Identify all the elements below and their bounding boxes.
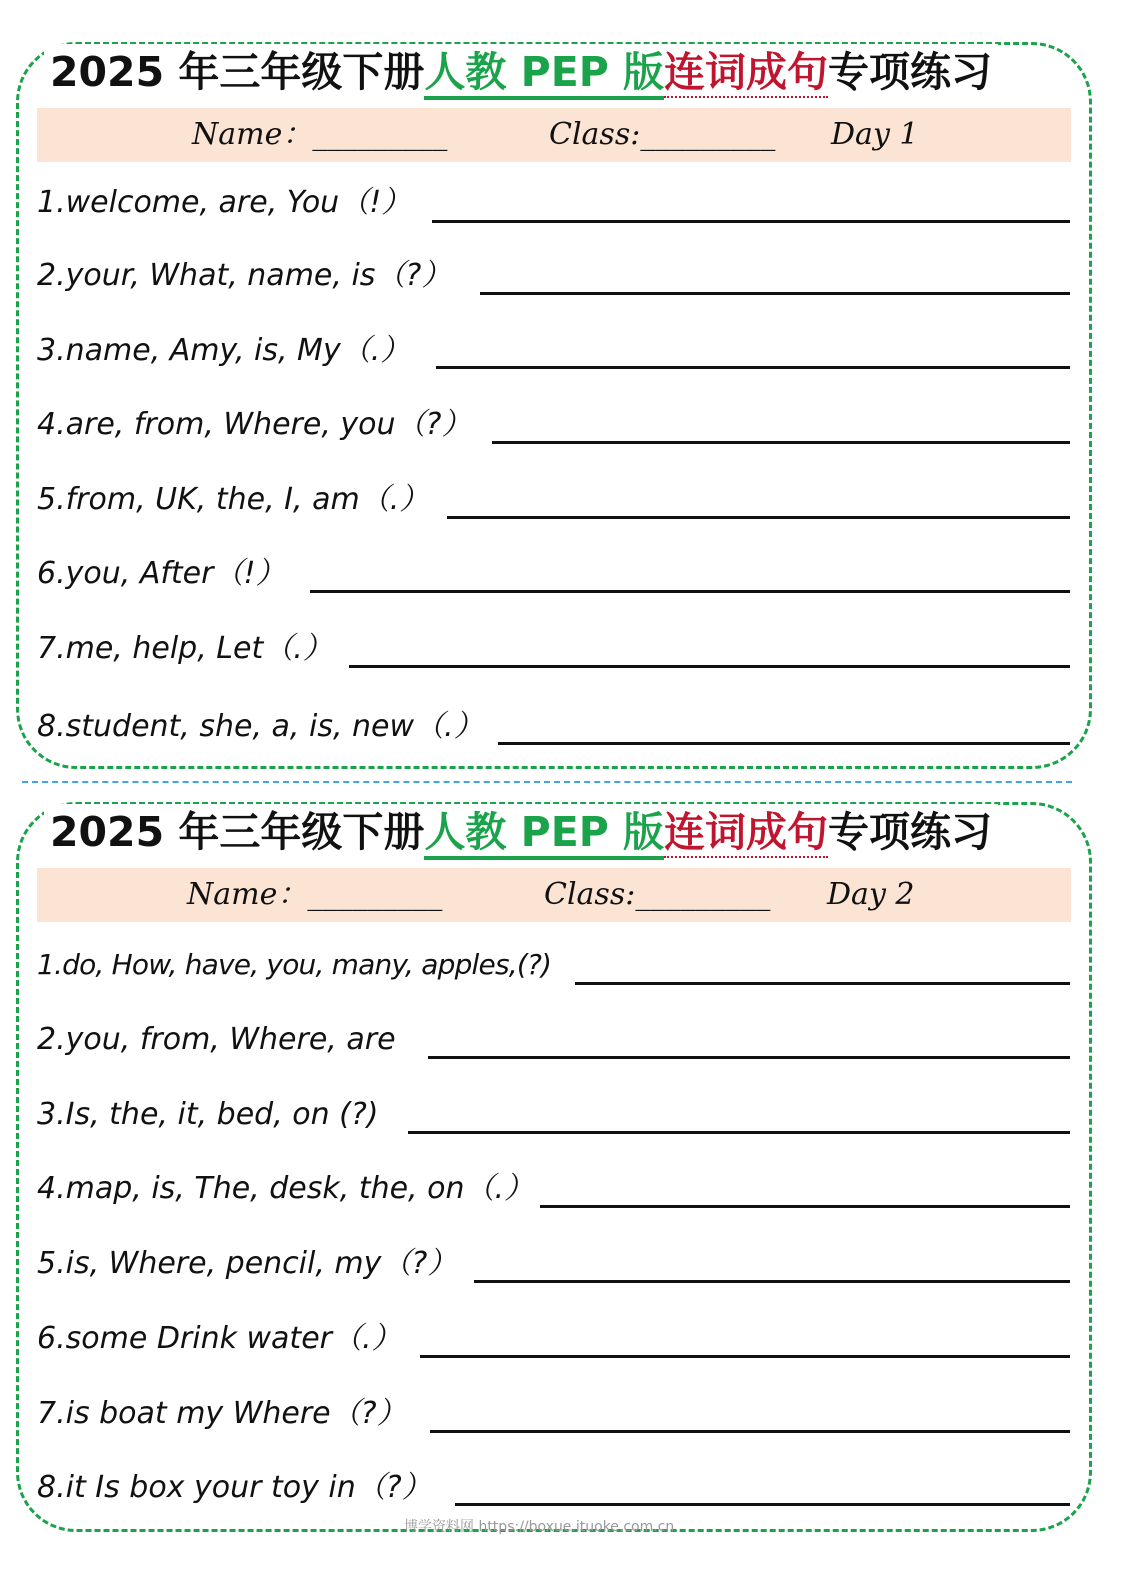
day-label: Day 2 (827, 877, 915, 912)
worksheet-1-header-bar (37, 108, 1071, 162)
question-text: 6.you, After（!） (37, 556, 286, 591)
title-part-topic: 连词成句 (664, 808, 829, 856)
class-field[interactable]: Class:_________ (544, 877, 771, 912)
question-text: 4.map, is, The, desk, the, on（.） (37, 1171, 535, 1206)
question-text: 7.me, help, Let（.） (37, 631, 333, 666)
answer-line[interactable] (540, 1205, 1070, 1208)
question-text: 2.you, from, Where, are (37, 1022, 396, 1057)
answer-line[interactable] (420, 1355, 1070, 1358)
answer-line[interactable] (432, 220, 1070, 223)
answer-line[interactable] (447, 516, 1070, 519)
title-part-topic: 连词成句 (664, 48, 829, 96)
answer-line[interactable] (480, 292, 1070, 295)
question-text: 1.do, How, have, you, many, apples,(?) (37, 948, 552, 981)
answer-line[interactable] (492, 441, 1070, 444)
answer-line[interactable] (498, 742, 1070, 745)
title-part-practice: 专项练习 (828, 808, 993, 856)
title-part-year: 2025 年三年级下册 (50, 48, 425, 96)
question-text: 3.name, Amy, is, My（.） (37, 333, 411, 368)
title-part-edition: 人教 PEP 版 (424, 48, 664, 100)
worksheet-1-title (44, 44, 998, 100)
question-text: 4.are, from, Where, you（?） (37, 407, 472, 442)
answer-line[interactable] (575, 982, 1070, 985)
day-label: Day 1 (831, 117, 919, 152)
cut-line-separator (22, 781, 1072, 783)
class-field[interactable]: Class:_________ (549, 117, 776, 152)
answer-line[interactable] (349, 665, 1070, 668)
question-text: 6.some Drink water（.） (37, 1321, 402, 1356)
answer-line[interactable] (474, 1280, 1070, 1283)
title-part-practice: 专项练习 (828, 48, 993, 96)
answer-line[interactable] (310, 590, 1070, 593)
question-text: 8.student, she, a, is, new（.） (37, 709, 484, 744)
question-text: 3.Is, the, it, bed, on (?) (37, 1097, 379, 1132)
worksheet-2-title (44, 804, 998, 860)
title-part-year: 2025 年三年级下册 (50, 808, 425, 856)
question-text: 2.your, What, name, is（?） (37, 258, 452, 293)
question-text: 5.is, Where, pencil, my（?） (37, 1246, 458, 1281)
title-part-edition: 人教 PEP 版 (424, 808, 664, 860)
answer-line[interactable] (436, 366, 1070, 369)
question-text: 8.it Is box your toy in（?） (37, 1470, 432, 1505)
answer-line[interactable] (408, 1131, 1070, 1134)
name-field[interactable]: Name：_________ (192, 117, 448, 152)
question-text: 5.from, UK, the, I, am（.） (37, 482, 430, 517)
answer-line[interactable] (455, 1503, 1070, 1506)
name-field[interactable]: Name：_________ (187, 877, 443, 912)
answer-line[interactable] (428, 1056, 1070, 1059)
answer-line[interactable] (430, 1430, 1070, 1433)
question-text: 1.welcome, are, You（!） (37, 185, 412, 220)
worksheet-2-header-bar (37, 868, 1071, 922)
question-text: 7.is boat my Where（?） (37, 1396, 407, 1431)
footer-watermark: 博学资料网 https://boxue.ituoke.com.cn (404, 1519, 675, 1535)
